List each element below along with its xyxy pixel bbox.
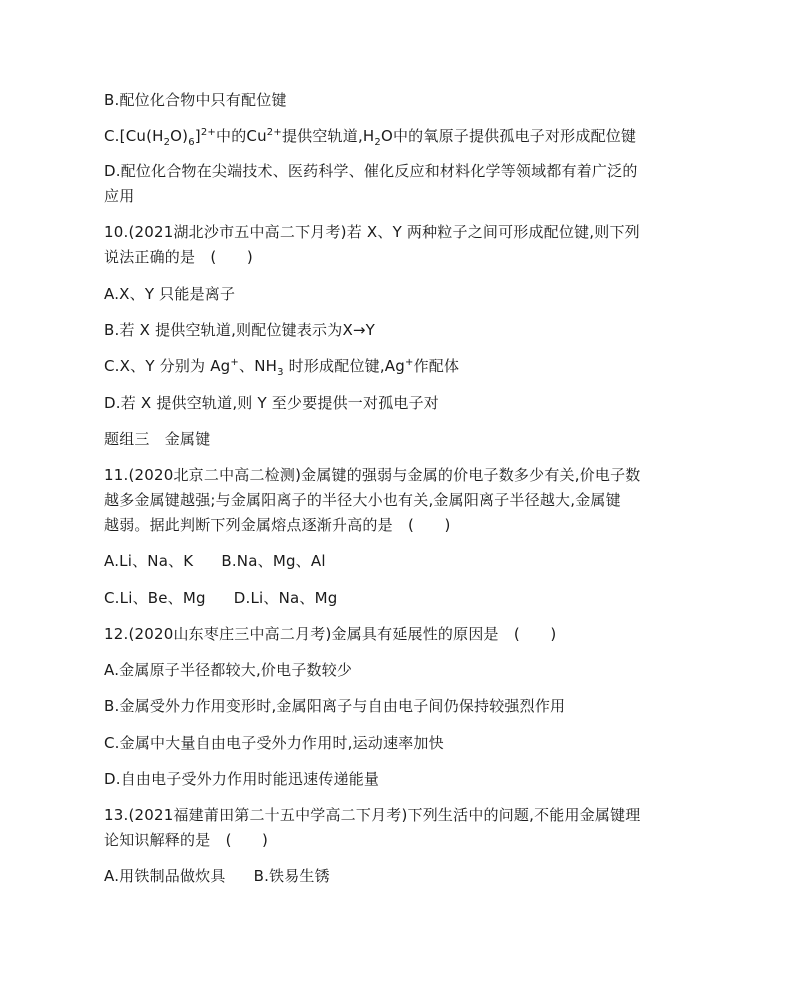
- q9-option-b: B.配位化合物中只有配位键: [104, 91, 287, 109]
- q12-option-d: D.自由电子受外力作用时能迅速传递能量: [104, 770, 380, 788]
- q12-stem: 12.(2020山东枣庄三中高二月考)金属具有延展性的原因是 ( ): [104, 625, 557, 643]
- q9-option-c: $C.[Cu(H_2O)_6]^{2+}$中的$Cu^{2+}$提供空轨道$,H_2O$中的氧原子提供孤电子对形成配位键: [104, 127, 637, 148]
- q11-stem-line3: 越弱。据此判断下列金属熔点逐渐升高的是 ( ): [104, 516, 451, 534]
- section-heading: 题组三 金属键: [104, 430, 211, 448]
- q11-stem-line1: 11.(2020北京二中高二检测)金属键的强弱与金属的价电子数多少有关,价电子数: [104, 466, 641, 484]
- q9-option-d-line1: D.配位化合物在尖端技术、医药科学、催化反应和材料化学等领域都有着广泛的: [104, 162, 638, 180]
- q10-stem-line1: 10.(2021湖北沙市五中高二下月考)若 X、Y 两种粒子之间可形成配位键,则下列: [104, 223, 640, 241]
- q13-options-ab: [104, 866, 330, 886]
- q12-option-b: B.金属受外力作用变形时,金属阳离子与自由电子间仍保持较强烈作用: [104, 697, 566, 715]
- q11-option-b: B.Na、Mg、Al: [221, 552, 326, 570]
- q11-options-cd: [104, 588, 337, 608]
- q11-stem-line2: 越多金属键越强;与金属阳离子的半径大小也有关,金属阳离子半径越大,金属键: [104, 491, 621, 509]
- q10-option-b: B.若 X 提供空轨道,则配位键表示为X→Y: [104, 321, 376, 339]
- q9-option-d-line2: 应用: [104, 187, 135, 205]
- q13-option-a: A.用铁制品做炊具: [104, 867, 226, 885]
- q11-option-d: D.Li、Na、Mg: [233, 589, 338, 607]
- q12-option-c: C.金属中大量自由电子受外力作用时,运动速率加快: [104, 734, 444, 752]
- q10-option-c: C.X、Y 分别为 Ag+、$NH_3$ 时形成配位键,Ag+作配体: [104, 357, 460, 378]
- q13-stem-line1: 13.(2021福建莆田第二十五中学高二下月考)下列生活中的问题,不能用金属键理: [104, 806, 641, 824]
- q13-option-b: B.铁易生锈: [253, 867, 330, 885]
- q11-options-ab: [104, 551, 326, 571]
- q12-option-a: A.金属原子半径都较大,价电子数较少: [104, 661, 353, 679]
- q10-option-d: D.若 X 提供空轨道,则 Y 至少要提供一对孤电子对: [104, 394, 439, 412]
- q10-stem-line2: 说法正确的是 ( ): [104, 248, 253, 266]
- q13-stem-line2: 论知识解释的是 ( ): [104, 831, 269, 849]
- q11-option-c: C.Li、Be、Mg: [104, 589, 206, 607]
- q11-option-a: A.Li、Na、K: [104, 552, 194, 570]
- q10-option-a: A.X、Y 只能是离子: [104, 285, 236, 303]
